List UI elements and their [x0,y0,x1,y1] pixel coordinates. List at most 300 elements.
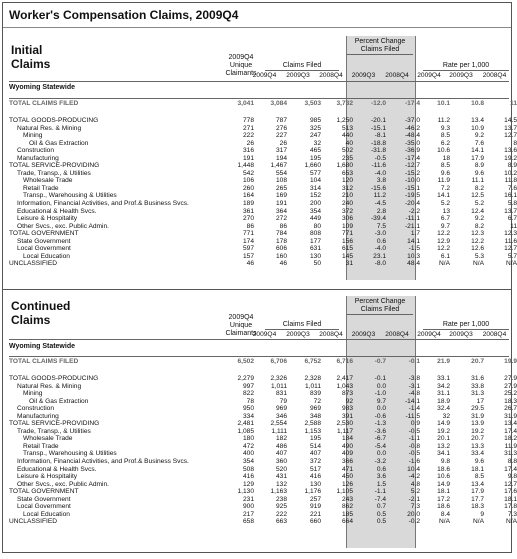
cell-value: 925 [275,503,287,511]
cell-value: 615 [341,245,353,253]
cell-value: 19.2 [471,427,484,435]
unique-label-3: Claimants [225,70,257,77]
cell-value: 32 [442,412,450,420]
cell-value: 72 [313,397,321,405]
cell-value: -4.8 [408,390,420,398]
cell-value: 25.2 [504,390,517,398]
continued-heading-line2: Claims [11,313,51,327]
cell-value: 969 [309,405,321,413]
row-label: UNCLASSIFIED [9,518,57,526]
table-row [3,208,517,216]
cell-value: -35.0 [404,139,420,147]
row-label: Educational & Health Svcs. [17,207,97,215]
column-header-blank [226,331,248,339]
cell-value: 0.6 [376,237,386,245]
cell-value: 19.9 [504,358,517,365]
section-label: Wyoming Statewide [9,84,75,91]
cell-value: 13.2 [437,442,450,450]
cell-value: 7.6 [474,139,484,147]
section-label: Wyoming Statewide [9,343,75,350]
cell-value: 10.3 [407,252,420,260]
cell-value: 1,043 [336,382,353,390]
cell-value: 48.4 [407,260,420,268]
cell-value: 9.8 [440,458,450,466]
cell-value: 164 [242,192,254,200]
cell-value: N/A [439,260,450,268]
cell-value: 23.1 [373,252,386,260]
cell-value: 12.9 [437,237,450,245]
row-label: Educational & Health Svcs. [17,465,97,473]
cell-value: 9.3 [440,124,450,132]
cell-value: 10.4 [407,465,420,473]
cell-value: 334 [242,412,254,420]
column-header-blank [3,331,226,339]
cell-value: 185 [341,510,353,518]
row-label: Local Education [23,510,70,518]
cell-value: N/A [473,518,484,526]
cell-value: 12.2 [437,245,450,253]
section-rule [9,98,509,99]
cell-value: 13.7 [504,207,517,215]
cell-value: 660 [309,518,321,526]
cell-value: 12.7 [504,132,517,140]
row-label: TOTAL SERVICE-PROVIDING [9,420,100,428]
report-page [2,2,517,553]
cell-value: 31 [345,260,353,268]
cell-value: -39.4 [370,215,386,223]
cell-value: 9.6 [474,458,484,466]
cell-value: 663 [275,518,287,526]
table-row [3,450,517,458]
cell-value: 40 [345,139,353,147]
cell-value: 3,041 [237,100,254,107]
cell-value: 873 [341,390,353,398]
header-rule [9,339,509,340]
continued-claims-panel [3,289,517,554]
cell-value: 306 [341,215,353,223]
cell-value: 10.2 [504,169,517,177]
cell-value: 19.2 [504,154,517,162]
table-row [3,398,517,406]
cell-value: 260 [242,184,254,192]
cell-value: 189 [242,200,254,208]
cell-value: 1,011 [304,382,321,390]
column-header: 2009Q3 [351,72,376,79]
table-row [3,473,517,481]
cell-value: 366 [341,458,353,466]
cell-value: 31.9 [504,412,517,420]
cell-value: 969 [275,405,287,413]
cell-value: 950 [242,405,254,413]
cell-value: 20.1 [437,435,450,443]
cell-value: 156 [341,237,353,245]
cell-value: 2,481 [237,420,254,428]
cell-value: 18.2 [504,435,517,443]
cell-value: 997 [242,382,254,390]
cell-value: 8.5 [440,132,450,140]
cell-value: 2.8 [376,207,386,215]
cell-value: 174 [242,237,254,245]
cell-value: -3.2 [374,458,386,466]
cell-value: 0.0 [376,450,386,458]
column-header: 2009Q4 [417,331,441,338]
cell-value: 32 [313,139,321,147]
table-row [3,170,517,178]
cell-value: -12.0 [370,100,386,107]
column-header: 2009Q4 [252,72,277,79]
table-row [3,223,517,231]
pct-change-label-1: Percent Change [354,298,406,305]
cell-value: 316 [242,147,254,155]
cell-value: 8 [513,139,517,147]
claims-filed-header: Claims Filed [282,321,322,328]
table-row [3,383,517,391]
cell-value: 11.9 [437,177,450,185]
cell-value: 276 [275,124,287,132]
cell-value: 109 [341,222,353,230]
cell-value: -10.0 [404,177,420,185]
table-row [3,147,517,155]
cell-value: 778 [242,117,254,124]
row-label: Natural Res. & Mining [17,382,82,390]
cell-value: 839 [309,390,321,398]
cell-value: 34.1 [437,450,450,458]
cell-value: 431 [275,473,287,481]
cell-value: 1,117 [336,427,353,435]
cell-value: 9.6 [474,169,484,177]
table-row [3,511,517,519]
cell-value: 17.2 [437,495,450,503]
cell-value: 8.2 [474,184,484,192]
column-header: 2008Q4 [319,331,343,338]
cell-value: 31.1 [437,390,450,398]
table-row [3,458,517,466]
cell-value: 2,328 [304,375,321,382]
cell-value: 6,502 [237,358,254,365]
cell-value: 13.4 [471,117,484,124]
cell-value: 372 [341,207,353,215]
cell-value: 18.1 [437,488,450,496]
cell-value: 14.1 [437,192,450,200]
cell-value: 364 [275,207,287,215]
cell-value: 33.1 [437,375,450,382]
cell-value: -1.3 [374,420,386,428]
column-header: 2008Q4 [482,72,507,79]
cell-value: 7.2 [440,184,450,192]
cell-value: -15.1 [370,124,386,132]
table-row [3,177,517,185]
claims-table [3,375,517,526]
cell-value: 8.8 [507,458,517,466]
cell-value: 6,706 [270,358,287,365]
cell-value: 11.2 [373,192,386,200]
cell-value: 9.2 [474,132,484,140]
cell-value: 104 [309,177,321,185]
column-header: 2009Q3 [449,331,473,338]
row-label: Construction [17,405,55,413]
cell-value: 8.9 [474,162,484,170]
row-label: Trade, Transp., & Utilities [17,427,91,435]
percent-change-header [347,298,413,315]
cell-value: -11.1 [405,215,420,223]
cell-value: 0.7 [376,503,386,511]
column-header: 2009Q3 [286,331,310,338]
row-label: Manufacturing [17,154,59,162]
cell-value: 0.6 [376,465,386,473]
cell-value: 17.9 [471,154,484,162]
cell-value: -15.6 [370,184,386,192]
cell-value: 180 [242,435,254,443]
cell-value: 7.6 [507,184,517,192]
cell-value: 7.3 [507,510,517,518]
cell-value: 472 [242,442,254,450]
table-row [3,260,517,268]
continued-heading-line1: Continued [11,299,71,313]
cell-value: 1,111 [271,427,287,435]
cell-value: 16.1 [504,192,517,200]
cell-value: 513 [341,124,353,132]
cell-value: 1,250 [336,117,353,124]
cell-value: 985 [309,117,321,124]
cell-value: 9.7 [376,397,386,405]
initial-heading-line1: Initial [11,43,43,57]
cell-value: 12.3 [504,230,517,238]
cell-value: -46.2 [404,124,420,132]
row-label: Wholesale Trade [23,435,73,443]
row-label: Transp., Warehousing & Utilities [23,450,117,458]
row-label: Oil & Gas Extraction [29,397,89,405]
table-row [3,230,517,238]
cell-value: 26.7 [504,405,517,413]
table-row [3,140,517,148]
row-label: Local Government [17,245,71,253]
cell-value: 160 [275,252,287,260]
cell-value: 9 [480,510,484,518]
cell-value: 6.7 [440,215,450,223]
cell-value: -4.0 [374,169,386,177]
cell-value: -17.4 [404,100,420,107]
cell-value: 10.1 [437,100,450,107]
cell-value: 108 [275,177,287,185]
cell-value: 11.8 [504,177,517,185]
cell-value: 17.7 [471,495,484,503]
table-row [3,245,517,253]
row-label: TOTAL SERVICE-PROVIDING [9,162,100,170]
pct-change-label-1: Percent Change [354,38,406,45]
cell-value: -4.0 [374,245,386,253]
cell-value: 0.0 [376,405,386,413]
cell-value: 787 [275,117,287,124]
cell-value: 5.7 [507,252,517,260]
cell-value: -0.5 [408,450,420,458]
cell-value: 919 [309,503,321,511]
cell-value: 191 [275,200,287,208]
cell-value: -0.2 [408,518,420,526]
cell-value: -20.4 [404,200,420,208]
table-row [3,443,517,451]
cell-value: 2,530 [336,420,353,428]
cell-value: 3,503 [304,100,321,107]
cell-value: 771 [242,230,254,238]
cell-value: 8.9 [507,162,517,170]
cell-value: 177 [309,237,321,245]
row-label: Information, Financial Activities, and Prof.& Business Svcs. [17,458,189,466]
table-row [3,185,517,193]
cell-value: 6,716 [336,358,353,365]
cell-value: -0.5 [408,427,420,435]
cell-value: 400 [242,450,254,458]
row-label: Construction [17,147,55,155]
cell-value: 14.1 [407,237,420,245]
cell-value: 1,011 [270,382,287,390]
cell-value: 26 [246,139,254,147]
table-row [3,192,517,200]
column-header: 2008Q4 [482,331,507,338]
cell-value: 9.6 [440,169,450,177]
cell-value: 10.6 [437,147,450,155]
cell-value: 0.5 [376,518,386,526]
cell-value: 17.9 [471,488,484,496]
cell-value: 2,279 [237,375,254,382]
total-claims-row [3,100,517,108]
cell-value: 12.7 [504,245,517,253]
cell-value: 1,660 [304,162,321,170]
cell-value: -12.7 [404,162,420,170]
cell-value: 9.7 [440,222,450,230]
row-label: UNCLASSIFIED [9,260,57,268]
row-label: Manufacturing [17,412,59,420]
cell-value: 2,326 [270,375,287,382]
cell-value: -15.2 [404,169,420,177]
cell-value: N/A [439,518,450,526]
cell-value: -21.1 [404,222,420,230]
cell-value: 194 [275,154,287,162]
cell-value: 416 [309,473,321,481]
cell-value: -15.1 [404,184,420,192]
cell-value: 50 [313,260,321,268]
cell-value: 17.4 [504,465,517,473]
cell-value: 1,467 [270,162,287,170]
cell-value: 200 [309,200,321,208]
cell-value: 126 [341,480,353,488]
cell-value: 18.9 [437,397,450,405]
cell-value: 272 [275,215,287,223]
cell-value: 31.6 [471,375,484,382]
cell-value: 240 [341,200,353,208]
initial-claims-panel [3,28,517,288]
cell-value: 227 [275,132,287,140]
cell-value: 490 [341,442,353,450]
cell-value: 11.9 [504,442,517,450]
cell-value: 17.4 [504,427,517,435]
cell-value: 106 [242,177,254,185]
cell-value: 10.6 [437,473,450,481]
cell-value: -3.1 [408,382,420,390]
table-row [3,155,517,163]
claims-filed-rule [265,329,339,330]
cell-value: -7.4 [374,495,386,503]
cell-value: 502 [341,147,353,155]
table-row [3,125,517,133]
cell-value: 440 [341,132,353,140]
cell-value: 0.9 [410,420,420,428]
cell-value: -36.9 [404,147,420,155]
continued-heading [11,299,70,327]
cell-value: 8.5 [474,473,484,481]
cell-value: 78 [246,397,254,405]
cell-value: -19.5 [404,192,420,200]
row-label: Oil & Gas Extraction [29,139,89,147]
cell-value: -11.6 [371,162,386,170]
cell-value: -1.5 [408,245,420,253]
cell-value: 409 [341,450,353,458]
cell-value: 12.5 [471,192,484,200]
cell-value: -1.0 [374,390,386,398]
row-label: Other Svcs., exc. Public Admin. [17,480,109,488]
rate-rule [423,70,509,71]
cell-value: 221 [309,510,321,518]
cell-value: -3.0 [374,230,386,238]
cell-value: 12.6 [471,245,484,253]
cell-value: 314 [309,184,321,192]
column-header-row [3,72,511,80]
unique-label-1: 2009Q4 [228,54,254,61]
cell-value: 13.4 [471,480,484,488]
row-label: Local Education [23,252,70,260]
cell-value: 270 [242,215,254,223]
cell-value: 514 [309,442,321,450]
cell-value: 12.2 [437,230,450,238]
rate-header: Rate per 1,000 [442,321,490,328]
cell-value: 9.8 [507,473,517,481]
cell-value: 9.2 [474,215,484,223]
cell-value: 20.0 [407,510,420,518]
cell-value: 238 [275,495,287,503]
cell-value: 11 [510,100,517,107]
cell-value: -5.4 [374,442,386,450]
cell-value: 265 [275,184,287,192]
cell-value: 606 [275,245,287,253]
column-header: 2009Q3 [449,72,473,79]
cell-value: 597 [242,245,254,253]
cell-value: -48.4 [404,132,420,140]
cell-value: 664 [341,518,353,526]
table-row [3,420,517,428]
cell-value: 450 [341,473,353,481]
cell-value: 317 [275,147,287,155]
cell-value: 3.8 [376,177,386,185]
cell-value: 13.6 [504,147,517,155]
cell-value: 1,153 [304,427,321,435]
cell-value: 348 [309,412,321,420]
table-row [3,375,517,383]
cell-value: 130 [309,252,321,260]
cell-value: 471 [341,465,353,473]
row-label: TOTAL CLAIMS FILED [9,100,79,107]
cell-value: 542 [242,169,254,177]
table-row [3,428,517,436]
table-row [3,253,517,261]
table-row [3,200,517,208]
cell-value: -4.2 [408,473,420,481]
cell-value: 12.2 [471,237,484,245]
cell-value: -4.5 [374,200,386,208]
cell-value: 18 [442,154,450,162]
cell-value: 808 [309,230,321,238]
column-header-blank [3,72,226,80]
cell-value: -20.1 [370,117,386,124]
row-label: TOTAL GOVERNMENT [9,230,79,238]
